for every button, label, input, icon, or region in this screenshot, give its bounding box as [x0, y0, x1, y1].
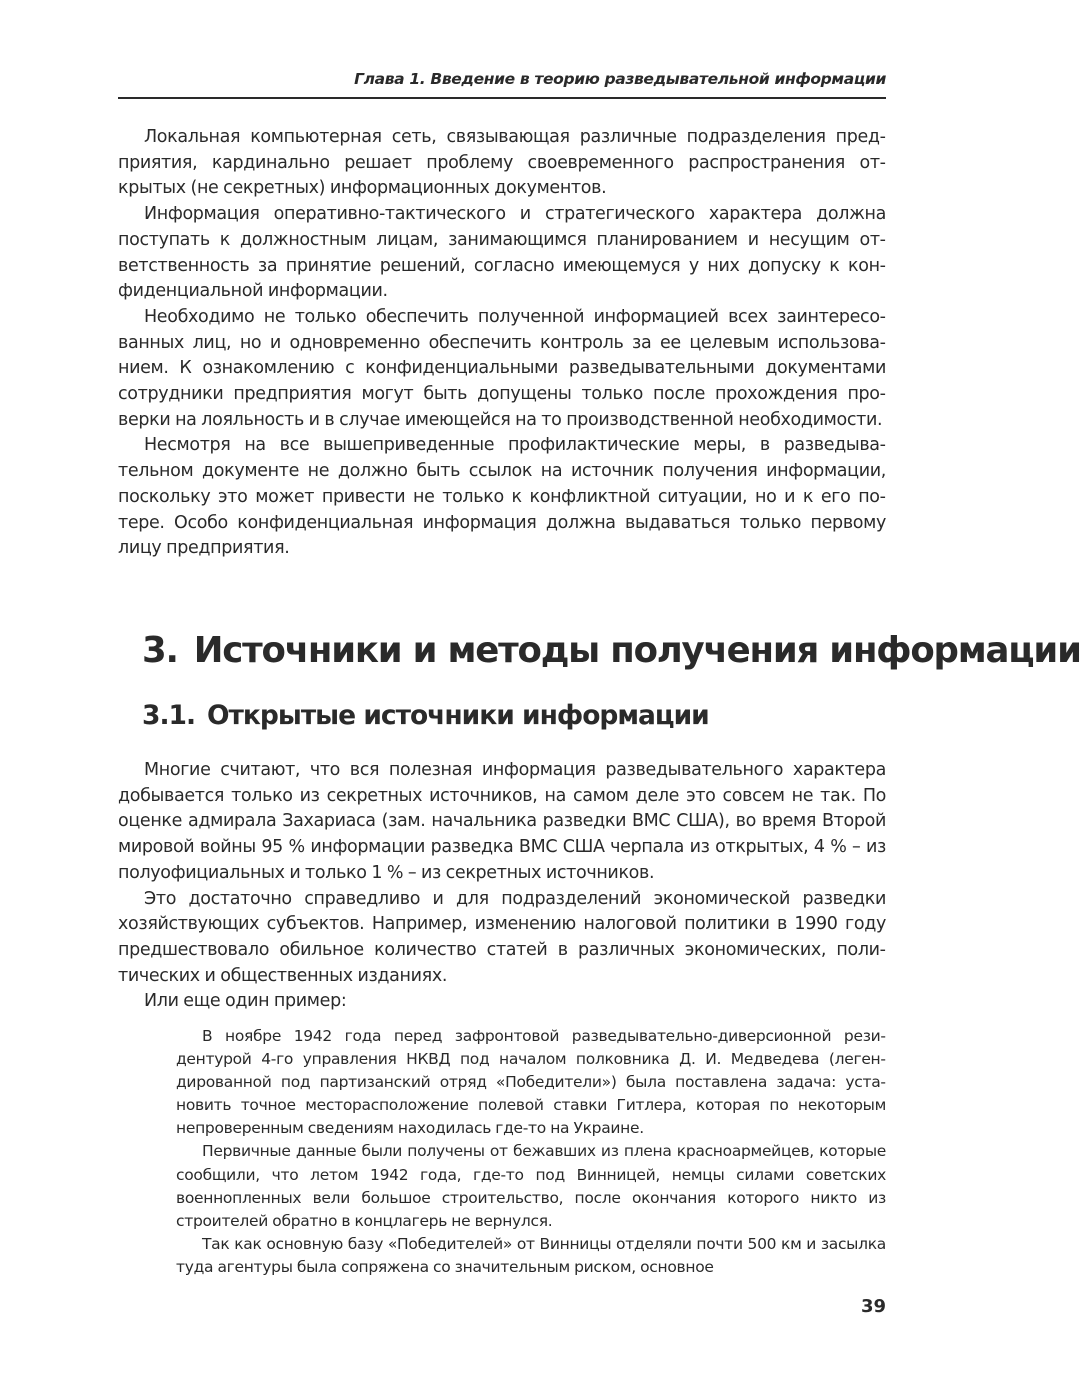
paragraph: Несмотря на все вышеприведенные профилактические меры, в разведывательном документе не должно быть ссылок на источник получения информации, поскольку это может привести не только к конфликтной ситуации, но и к его потере. Особо конфиденциальная информация должна выдаваться только первому лицу предприятия.: [118, 435, 886, 559]
section-title-text: Источники и методы получения информации: [193, 630, 1081, 671]
paragraph: Многие считают, что вся полезная информация разведывательного характера добывается только из секретных источников, на самом деле это совсем не так. По оценке адмирала Захариаса (зам. начальника разведки ВМС США), во время Второй мировой войны 95 % информации разведка ВМС США черпала из открытых, 4 % – из полуофициальных и только 1 % – из секретных источников.: [118, 760, 886, 883]
paragraph: Информация оперативно-тактического и стратегического характера должна поступать к должностным лицам, занимающимся планированием и несущим ответственность за принятие решений, согласно имеющемуся у них допуску к конфиденциальной информации.: [118, 204, 886, 302]
body-text-top: [118, 125, 886, 562]
paragraph: Это достаточно справедливо и для подразделений экономической разведки хозяйствующих субъектов. Например, изменению налоговой политики в 1990 году предшествовало обильное количество статей в различных экономических, политических и общественных изданиях.: [118, 888, 886, 986]
running-header: Глава 1. Введение в теорию разведывательной информации: [354, 70, 886, 88]
section-number: 3.: [142, 630, 178, 671]
paragraph: Локальная компьютерная сеть, связывающая различные подразделения предприятия, кардинально решает проблему своевременного распространения открытых (не секретных) информационных документов.: [118, 127, 886, 199]
paragraph: Необходимо не только обеспечить полученной информацией всех заинтересованных лиц, но и одновременно обеспечить контроль за ее целевым использованием. К ознакомлению с конфиденциальными разведывательными документами сотрудники предприятия могут быть допущены только после прохождения проверки на лояльность и в случае имеющейся на то производственной необходимости.: [118, 306, 886, 430]
quoted-example: [176, 1025, 886, 1279]
subsection-number: 3.1.: [142, 700, 196, 731]
header-rule: [118, 97, 886, 99]
quote-paragraph: В ноябре 1942 года перед зафронтовой разведывательно-диверсионной резидентурой 4-го управления НКВД под началом полковника Д. И. Медведева (легендированной под партизанский отряд «Победители») была поставлена задача: установить точное месторасположение полевой ставки Гитлера, которая по некоторым непроверенным сведениям находилась где-то на Украине.: [176, 1027, 886, 1138]
body-text-bottom: [118, 758, 886, 1015]
quote-paragraph: Так как основную базу «Победителей» от Винницы отделяли почти 500 км и засылка туда агентуры была сопряжена со значительным риском, основное: [176, 1234, 886, 1276]
subsection-title-text: Открытые источники информации: [207, 700, 709, 731]
section-heading: [142, 630, 1081, 671]
subsection-heading: [142, 700, 709, 731]
page-number: 39: [860, 1296, 886, 1317]
paragraph: Или еще один пример:: [144, 991, 347, 1012]
quote-paragraph: Первичные данные были получены от бежавших из плена красноармейцев, которые сообщили, что летом 1942 года, где-то под Винницей, немцы силами советских военнопленных вели большое строительство, после окончания которого никто из строителей обратно в концлагерь не вернулся.: [176, 1142, 886, 1230]
